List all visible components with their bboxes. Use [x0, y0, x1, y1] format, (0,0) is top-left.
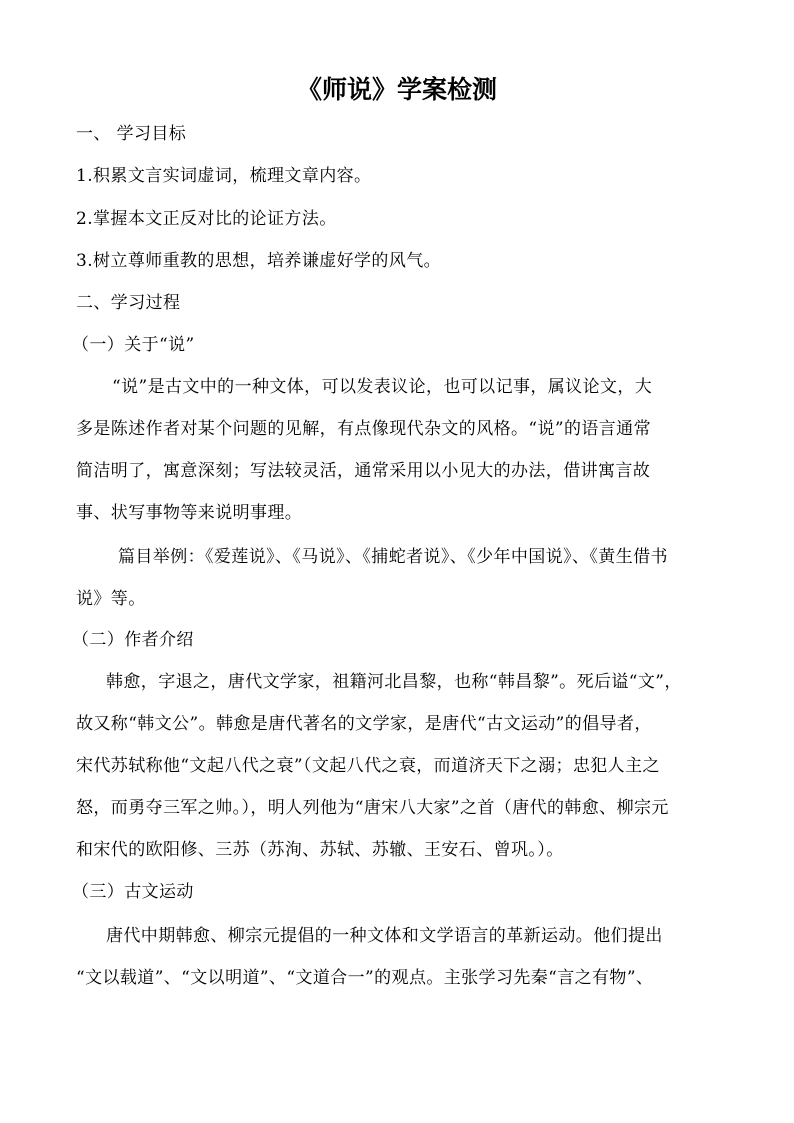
paragraph-line: 篇目举例：《爱莲说》、《马说》、《捕蛇者说》、《少年中国说》、《黄生借书	[118, 547, 668, 567]
subsection-heading-movement: （三）古文运动	[72, 882, 194, 902]
subsection-heading-shuo: （一）关于“说”	[72, 335, 195, 355]
paragraph-line: 宋代苏轼称他“文起八代之衰”（文起八代之衰，而道济天下之溺；忠犯人主之	[76, 756, 660, 776]
goal-item-3: 3.树立尊师重教的思想，培养谦虚好学的风气。	[76, 251, 442, 271]
paragraph-line: 事、状写事物等来说明事理。	[76, 503, 303, 523]
paragraph-line: 多是陈述作者对某个问题的见解，有点像现代杂文的风格。“说”的语言通常	[76, 419, 651, 439]
goal-item-1: 1.积累文言实词虚词，梳理文章内容。	[76, 166, 372, 186]
section-heading-process: 二、学习过程	[76, 293, 181, 313]
paragraph-line: 韩愈，字退之，唐代文学家，祖籍河北昌黎，也称“韩昌黎”。死后谥“文”，	[106, 672, 682, 692]
paragraph-line: 说》等。	[76, 589, 146, 609]
paragraph-line: “说”是古文中的一种文体，可以发表议论，也可以记事，属议论文，大	[112, 377, 653, 397]
paragraph-line: 唐代中期韩愈、柳宗元提倡的一种文体和文学语言的革新运动。他们提出	[106, 926, 663, 946]
paragraph-line: 故又称“韩文公”。韩愈是唐代著名的文学家，是唐代“古文运动”的倡导者，	[76, 714, 652, 734]
subsection-heading-author: （二）作者介绍	[72, 630, 194, 650]
section-heading-goals: 一、 学习目标	[76, 124, 187, 144]
goal-item-2: 2.掌握本文正反对比的论证方法。	[76, 209, 337, 229]
paragraph-line: 和宋代的欧阳修、三苏（苏洵、苏轼、苏辙、王安石、曾巩。）。	[76, 840, 564, 860]
paragraph-line: 简洁明了，寓意深刻；写法较灵活，通常采用以小见大的办法，借讲寓言故	[76, 461, 651, 481]
paragraph-line: “文以载道”、“文以明道”、“文道合一”的观点。主张学习先秦“言之有物”、	[76, 968, 654, 988]
paragraph-line: 怒，而勇夺三军之帅。），明人列他为“唐宋八大家”之首（唐代的韩愈、柳宗元	[76, 798, 669, 818]
page-title: 《师说》学案检测	[296, 75, 497, 104]
